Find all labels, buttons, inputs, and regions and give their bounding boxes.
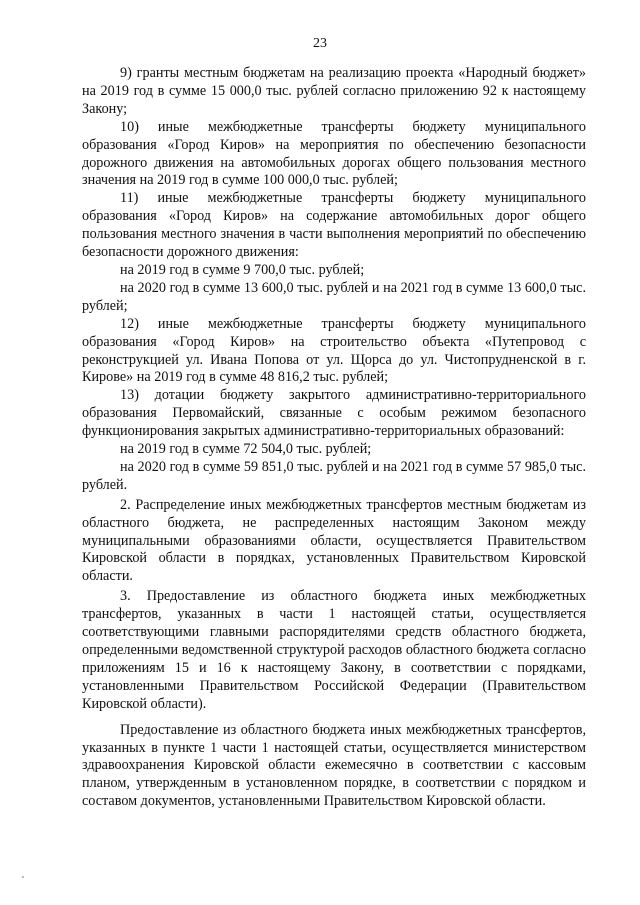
- paragraph-item-12-overpass: 12) иные межбюджетные трансферты бюджету муниципального образования «Город Киров» на строительство объекта «Путепровод с реконструкцией ул. Ивана Попова от ул. Щорса до ул. Чистопрудненской в г. Кирове» на 2019 год в сумме 48 816,2 тыс. рублей;: [82, 315, 586, 386]
- document-body: [82, 65, 586, 811]
- paragraph-section-3: 3. Предоставление из областного бюджета иных межбюджетных трансфертов, указанных в части 1 настоящей статьи, осуществляется соответствующими главными распорядителями средств областного бюджета, определенными ведомственной структурой расходов областного бюджета согласно приложениям 15 и 16 к настоящему Закону, в соответствии с порядками, установленными Правительством Российской Федерации (Правительством Кировской области).: [82, 588, 586, 712]
- paragraph-provision-health-ministry: Предоставление из областного бюджета иных межбюджетных трансфертов, указанных в пункте 1 части 1 настоящей статьи, осуществляется министерством здравоохранения Кировской области ежемесячно в соответствии с кассовым планом, утвержденным в установленном порядке, в соответствии с порядком и составом документов, установленными Правительством Кировской области.: [82, 721, 586, 810]
- paragraph-item-10-road-safety: 10) иные межбюджетные трансферты бюджету муниципального образования «Город Киров» на мероприятия по обеспечению безопасности дорожного движения на автомобильных дорогах общего пользования местного значения на 2019 год в сумме 100 000,0 тыс. рублей;: [82, 118, 586, 189]
- page-number: 23: [313, 36, 327, 51]
- paragraph-item-13-subsidies: 13) дотации бюджету закрытого административно-территориального образования Первомайский, связанные с особым режимом безопасного функционирования закрытых административно-территориальных образований:: [82, 387, 586, 440]
- paragraph-2019-amount: на 2019 год в сумме 9 700,0 тыс. рублей;: [120, 261, 365, 278]
- paragraph-2019-subsidy-amount: на 2019 год в сумме 72 504,0 тыс. рублей;: [120, 441, 372, 458]
- paragraph-item-9-grants: 9) гранты местным бюджетам на реализацию проекта «Народный бюджет» на 2019 год в сумме 15 000,0 тыс. рублей согласно приложению 92 к настоящему Закону;: [82, 65, 586, 117]
- scan-speck: [22, 876, 24, 878]
- paragraph-2020-2021-subsidy-amount: на 2020 год в сумме 59 851,0 тыс. рублей и на 2021 год в сумме 57 985,0 тыс. рублей.: [82, 458, 586, 493]
- paragraph-2020-2021-amount: на 2020 год в сумме 13 600,0 тыс. рублей и на 2021 год в сумме 13 600,0 тыс. рублей;: [82, 279, 586, 314]
- paragraph-item-11-road-maintenance: 11) иные межбюджетные трансферты бюджету муниципального образования «Город Киров» на содержание автомобильных дорог общего пользования местного значения в части выполнения мероприятий по обеспечению безопасности дорожного движения:: [82, 190, 586, 261]
- paragraph-section-2: 2. Распределение иных межбюджетных трансфертов местным бюджетам из областного бюджета, не распределенных настоящим Законом между муниципальными образованиями области, осуществляется Правительством Кировской области в порядках, установленных Правительством Кировской области.: [82, 496, 586, 585]
